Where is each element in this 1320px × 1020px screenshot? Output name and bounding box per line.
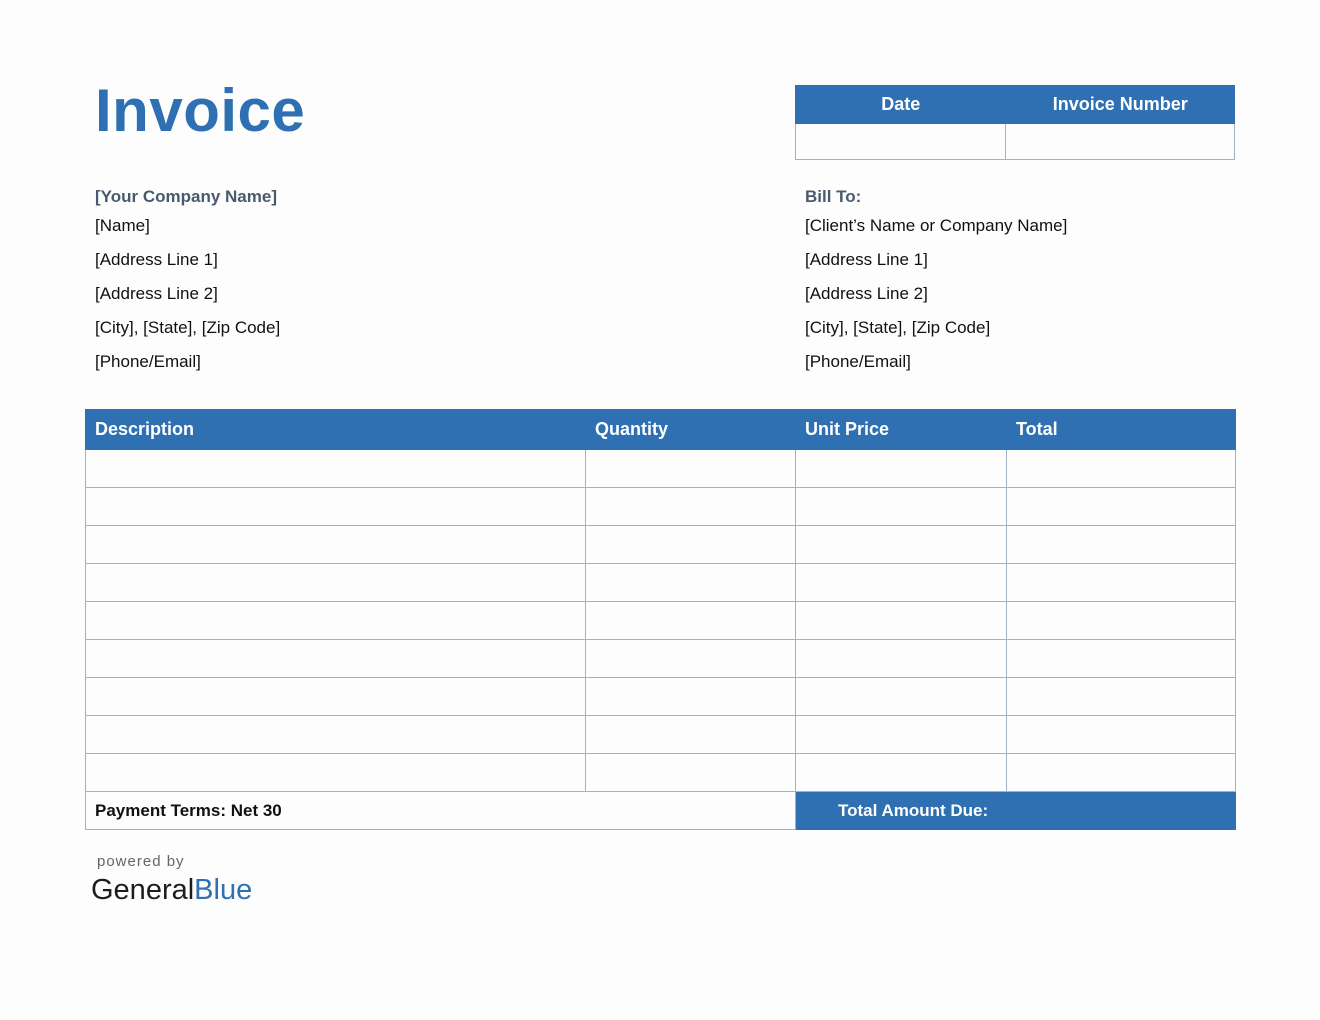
summary-row bbox=[86, 792, 1236, 830]
description-header: Description bbox=[86, 410, 586, 450]
description-cell[interactable] bbox=[86, 640, 586, 678]
quantity-cell[interactable] bbox=[586, 526, 796, 564]
client-phone-email: [Phone/Email] bbox=[805, 352, 911, 371]
total-cell[interactable] bbox=[1007, 450, 1236, 488]
invoice-number-header: Invoice Number bbox=[1006, 86, 1235, 124]
unit-price-cell[interactable] bbox=[796, 488, 1007, 526]
quantity-cell[interactable] bbox=[586, 602, 796, 640]
generalblue-logo[interactable] bbox=[91, 872, 252, 908]
sender-address-line-2: [Address Line 2] bbox=[95, 284, 218, 303]
bill-to-heading: Bill To: bbox=[805, 187, 862, 206]
quantity-cell[interactable] bbox=[586, 716, 796, 754]
quantity-cell[interactable] bbox=[586, 754, 796, 792]
invoice-number-cell[interactable] bbox=[1006, 124, 1235, 160]
client-address-line-2: [Address Line 2] bbox=[805, 284, 928, 303]
unit-price-cell[interactable] bbox=[796, 716, 1007, 754]
description-cell[interactable] bbox=[86, 564, 586, 602]
unit-price-cell[interactable] bbox=[796, 640, 1007, 678]
brand-part-general: General bbox=[91, 874, 195, 906]
quantity-cell[interactable] bbox=[586, 564, 796, 602]
unit-price-cell[interactable] bbox=[796, 450, 1007, 488]
quantity-cell[interactable] bbox=[586, 450, 796, 488]
quantity-cell[interactable] bbox=[586, 678, 796, 716]
table-row bbox=[86, 678, 1236, 716]
date-cell[interactable] bbox=[796, 124, 1006, 160]
unit-price-cell[interactable] bbox=[796, 678, 1007, 716]
sender-name: [Name] bbox=[95, 216, 150, 235]
unit-price-cell[interactable] bbox=[796, 564, 1007, 602]
invoice-title: Invoice bbox=[95, 77, 306, 144]
total-cell[interactable] bbox=[1007, 488, 1236, 526]
total-cell[interactable] bbox=[1007, 564, 1236, 602]
description-cell[interactable] bbox=[86, 488, 586, 526]
quantity-cell[interactable] bbox=[586, 640, 796, 678]
client-name: [Client’s Name or Company Name] bbox=[805, 216, 1068, 235]
total-cell[interactable] bbox=[1007, 526, 1236, 564]
table-row bbox=[86, 602, 1236, 640]
total-cell[interactable] bbox=[1007, 754, 1236, 792]
total-cell[interactable] bbox=[1007, 716, 1236, 754]
unit-price-cell[interactable] bbox=[796, 526, 1007, 564]
powered-by-text: powered by bbox=[97, 853, 185, 870]
line-items-table bbox=[85, 409, 1236, 830]
description-cell[interactable] bbox=[86, 678, 586, 716]
client-city-state-zip: [City], [State], [Zip Code] bbox=[805, 318, 991, 337]
description-cell[interactable] bbox=[86, 450, 586, 488]
brand-part-blue: Blue bbox=[194, 874, 253, 906]
total-amount-due-label: Total Amount Due: bbox=[796, 792, 1236, 830]
client-address-line-1: [Address Line 1] bbox=[805, 250, 928, 269]
total-cell[interactable] bbox=[1007, 602, 1236, 640]
sender-city-state-zip: [City], [State], [Zip Code] bbox=[95, 318, 281, 337]
sender-address-block bbox=[95, 187, 280, 386]
table-row bbox=[86, 488, 1236, 526]
description-cell[interactable] bbox=[86, 526, 586, 564]
unit-price-cell[interactable] bbox=[796, 602, 1007, 640]
table-row bbox=[86, 526, 1236, 564]
description-cell[interactable] bbox=[86, 754, 586, 792]
quantity-cell[interactable] bbox=[586, 488, 796, 526]
sender-phone-email: [Phone/Email] bbox=[95, 352, 201, 371]
invoice-meta-table bbox=[795, 85, 1235, 160]
description-cell[interactable] bbox=[86, 602, 586, 640]
company-name: [Your Company Name] bbox=[95, 187, 277, 206]
unit-price-cell[interactable] bbox=[796, 754, 1007, 792]
table-row bbox=[86, 640, 1236, 678]
payment-terms: Payment Terms: Net 30 bbox=[86, 792, 796, 830]
description-cell[interactable] bbox=[86, 716, 586, 754]
date-header: Date bbox=[796, 86, 1006, 124]
total-cell[interactable] bbox=[1007, 640, 1236, 678]
sender-address-line-1: [Address Line 1] bbox=[95, 250, 218, 269]
table-row bbox=[86, 564, 1236, 602]
table-row bbox=[86, 754, 1236, 792]
unit-price-header: Unit Price bbox=[796, 410, 1007, 450]
table-row bbox=[86, 450, 1236, 488]
bill-to-block bbox=[805, 187, 1067, 386]
table-row bbox=[86, 716, 1236, 754]
quantity-header: Quantity bbox=[586, 410, 796, 450]
total-header: Total bbox=[1007, 410, 1236, 450]
total-cell[interactable] bbox=[1007, 678, 1236, 716]
